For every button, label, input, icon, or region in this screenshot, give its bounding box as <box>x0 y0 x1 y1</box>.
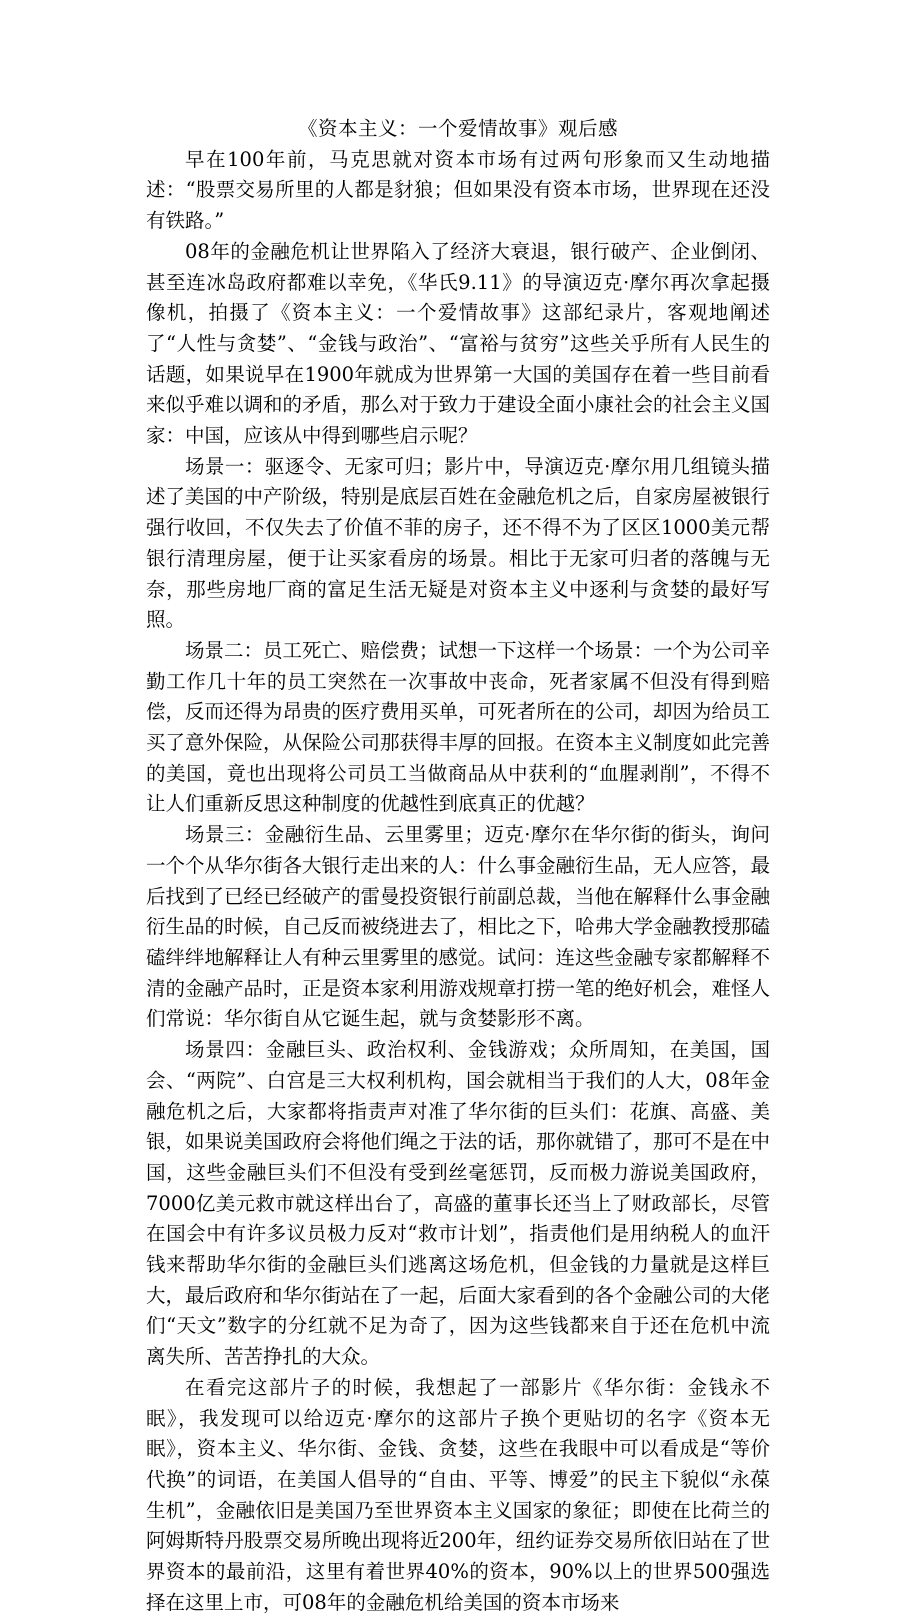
document-title: 《资本主义：一个爱情故事》观后感 <box>297 117 618 140</box>
paragraph-scene-four: 场景四：金融巨头、政治权利、金钱游戏；众所周知，在美国，国会、“两院”、白宫是三大权利机构，国会就相当于我们的人大，08年金融危机之后，大家都将指责声对准了华尔街的巨头们：花旗、高盛、美银，如果说美国政府会将他们绳之于法的话，那你就错了，那可不是在中国，这些金融巨头们不但没有受到丝毫惩罚，反而极力游说美国政府，7000亿美元救市就这样出台了，高盛的董事长还当上了财政部长，尽管在国会中有许多议员极力反对“救市计划”，指责他们是用纳税人的血汗钱来帮助华尔街的金融巨头们逃离这场危机，但金钱的力量就是这样巨大，最后政府和华尔街站在了一起，后面大家看到的各个金融公司的大佬们“天文”数字的分红就不足为奇了，因为这些钱都来自于还在危机中流离失所、苦苦挣扎的大众。 <box>146 1038 771 1369</box>
document-page <box>146 114 770 1618</box>
paragraph-financial-crisis: 08年的金融危机让世界陷入了经济大衰退，银行破产、企业倒闭、甚至连冰岛政府都难以幸免，《华氏9.11》的导演迈克·摩尔再次拿起摄像机，拍摄了《资本主义：一个爱情故事》这部纪录片，客观地阐述了“人性与贪婪”、“金钱与政治”、“富裕与贫穷”这些关乎所有人民生的话题，如果说早在1900年就成为世界第一大国的美国存在着一些目前看来似乎难以调和的矛盾，那么对于致力于建设全面小康社会的社会主义国家：中国，应该从中得到哪些启示呢？ <box>146 239 771 448</box>
paragraph-scene-two: 场景二：员工死亡、赔偿费；试想一下这样一个场景：一个为公司辛勤工作几十年的员工突然在一次事故中丧命，死者家属不但没有得到赔偿，反而还得为昂贵的医疗费用买单，可死者所在的公司，却因为给员工买了意外保险，从保险公司那获得丰厚的回报。在资本主义制度如此完善的美国，竟也出现将公司员工当做商品从中获利的“血腥剥削”，不得不让人们重新反思这种制度的优越性到底真正的优越？ <box>146 638 771 816</box>
paragraph-intro-quote: 早在100年前，马克思就对资本市场有过两句形象而又生动地描述：“股票交易所里的人都是豺狼；但如果没有资本市场，世界现在还没有铁路。” <box>146 147 770 233</box>
paragraph-scene-one: 场景一：驱逐令、无家可归；影片中，导演迈克·摩尔用几组镜头描述了美国的中产阶级，特别是底层百姓在金融危机之后，自家房屋被银行强行收回，不仅失去了价值不菲的房子，还不得不为了区区1000美元帮银行清理房屋，便于让买家看房的场景。相比于无家可归者的落魄与无奈，那些房地厂商的富足生活无疑是对资本主义中逐利与贪婪的最好写照。 <box>146 454 771 632</box>
paragraph-reflection: 在看完这部片子的时候，我想起了一部影片《华尔街：金钱永不眠》，我发现可以给迈克·摩尔的这部片子换个更贴切的名字《资本无眠》，资本主义、华尔街、金钱、贪婪，这些在我眼中可以看成是“等价代换”的词语，在美国人倡导的“自由、平等、博爱”的民主下貌似“永葆生机”，金融依旧是美国乃至世界资本主义国家的象征；即使在比荷兰的阿姆斯特丹股票交易所晚出现将近200年，纽约证券交易所依旧站在了世界资本的最前沿，这里有着世界40%的资本，90%以上的世界500强选择在这里上市，可08年的金融危机给美国的资本市场来 <box>146 1375 770 1614</box>
paragraph-scene-three: 场景三：金融衍生品、云里雾里；迈克·摩尔在华尔街的街头，询问一个个从华尔街各大银行走出来的人：什么事金融衍生品，无人应答，最后找到了已经已经破产的雷曼投资银行前副总裁，当他在解释什么事金融衍生品的时候，自己反而被绕进去了，相比之下，哈弗大学金融教授那磕磕绊绊地解释让人有种云里雾里的感觉。试问：连这些金融专家都解释不清的金融产品时，正是资本家利用游戏规章打捞一笔的绝好机会，难怪人们常说：华尔街自从它诞生起，就与贪婪影形不离。 <box>146 823 771 1031</box>
